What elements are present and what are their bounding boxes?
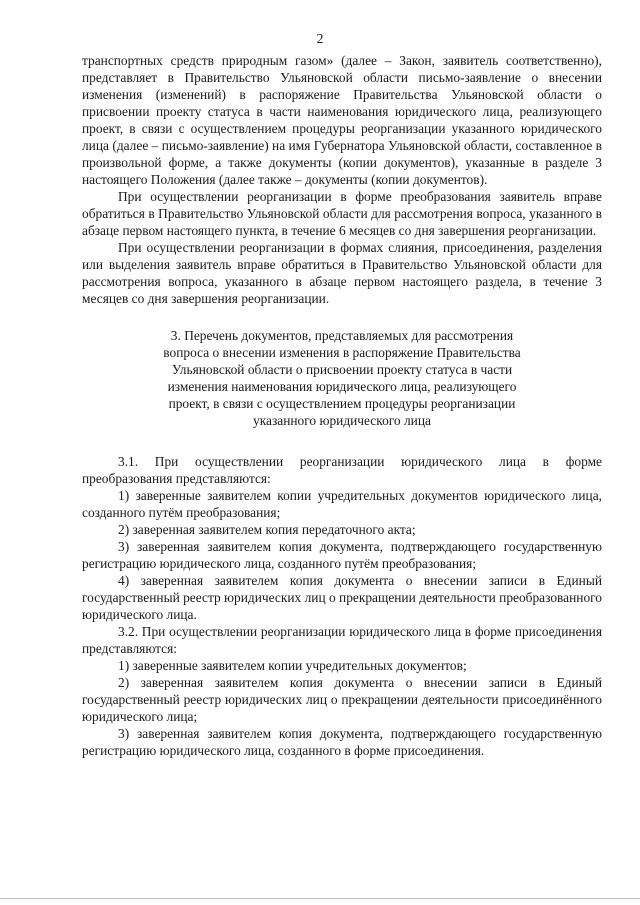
heading-line: указанного юридического лица [253,413,431,428]
clause-3-1-item-4: 4) заверенная заявителем копия документа о внесении записи в Единый государственный реестр юридических лиц о прекращении деятельности преобразованного юридического лица. [82,573,602,622]
document-body [82,52,602,759]
clause-3-1-item-2: 2) заверенная заявителем копия передаточного акта; [118,522,416,537]
scan-edge-divider [0,898,640,899]
heading-line: изменения наименования юридического лица, реализующего [167,379,517,394]
clause-3-1-item-1: 1) заверенные заявителем копии учредительных документов юридического лица, созданного путём преобразования; [82,488,602,520]
clause-3-2-item-3: 3) заверенная заявителем копия документа, подтверждающего государственную регистрацию юридического лица, созданного в форме присоединения. [82,726,602,758]
page-number: 2 [316,32,324,47]
paragraph-transformation-deadline: При осуществлении реорганизации в форме преобразования заявитель вправе обратиться в Правительство Ульяновской области для рассмотрения вопроса, указанного в абзаце первом настоящего пункта, в течение 6 месяцев со дня завершения реорганизации. [82,189,602,238]
clause-3-1: 3.1. При осуществлении реорганизации юридического лица в форме преобразования представляются: [82,454,602,486]
clause-3-2-item-1: 1) заверенные заявителем копии учредительных документов; [118,658,467,673]
section-3-heading [82,327,602,429]
heading-line: Ульяновской области о присвоении проекту статуса в части [171,362,513,377]
paragraph-intro-continuation: транспортных средств природным газом» (далее – Закон, заявитель соответственно), представляет в Правительство Ульяновской области письмо-заявление о внесении изменения (изменений) в распоряжение Правительства Ульяновской области о присвоении проекту статуса в части наименования юридического лица, реализующего проект, в связи с осуществлением процедуры реорганизации указанного юридического лица (далее – письмо-заявление) на имя Губернатора Ульяновской области, составленное в произвольной форме, а также документы (копии документов), указанные в разделе 3 настоящего Положения (далее также – документы (копии документов). [82,53,602,187]
heading-line: проект, в связи с осуществлением процедуры реорганизации [168,396,516,411]
clause-3-2-item-2: 2) заверенная заявителем копия документа о внесении записи в Единый государственный реестр юридических лиц о прекращении деятельности присоединённого юридического лица; [82,675,602,724]
clause-3-2: 3.2. При осуществлении реорганизации юридического лица в форме присоединения представляются: [82,624,602,656]
heading-line: вопроса о внесении изменения в распоряжение Правительства [163,345,521,360]
paragraph-merger-deadline: При осуществлении реорганизации в формах слияния, присоединения, разделения или выделения заявитель вправе обратиться в Правительство Ульяновской области для рассмотрения вопроса, указанного в абзаце первом настоящего раздела, в течение 3 месяцев со дня завершения реорганизации. [82,240,602,306]
heading-line: 3. Перечень документов, представляемых для рассмотрения [170,328,514,343]
clause-3-1-item-3: 3) заверенная заявителем копия документа, подтверждающего государственную регистрацию юридического лица, созданного путём преобразования; [82,539,602,571]
